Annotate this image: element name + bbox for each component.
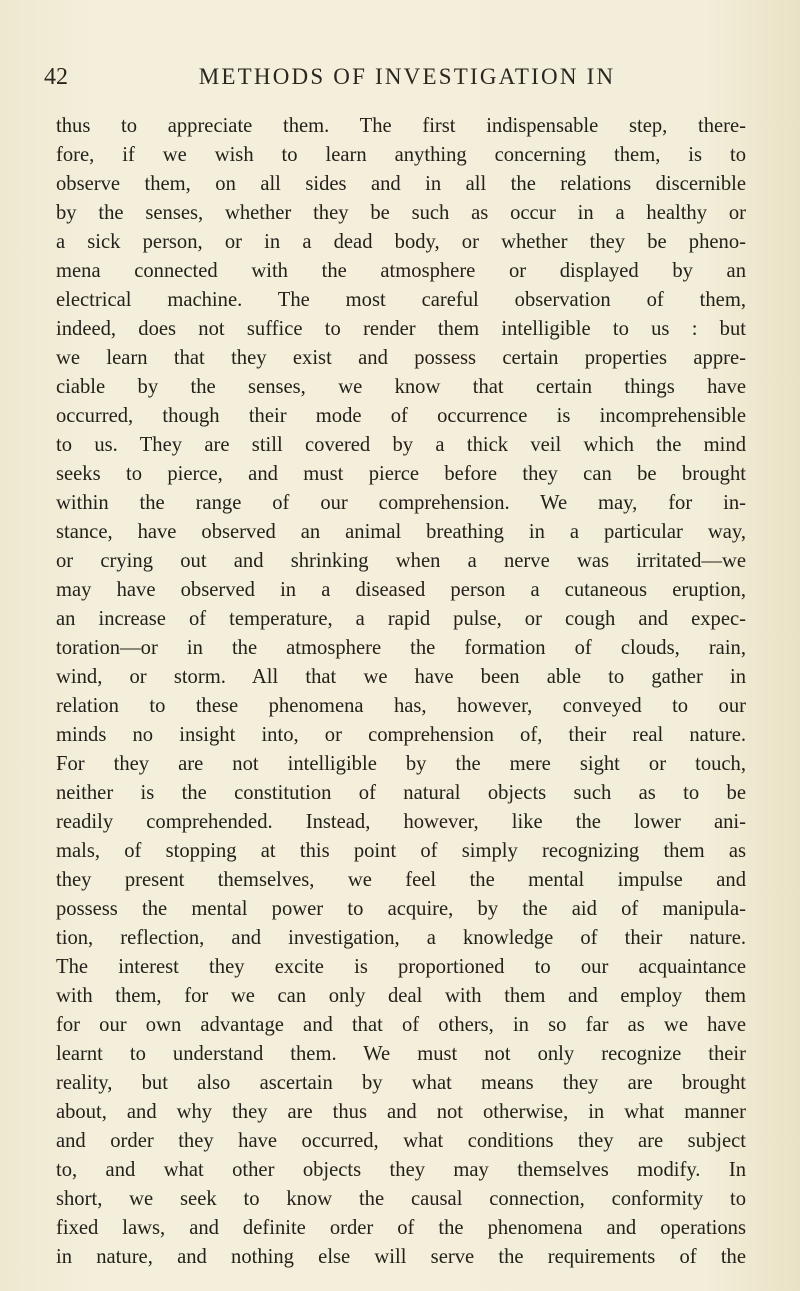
text-line: about, and why they are thus and not otherwise, in what manner (56, 1101, 746, 1123)
text-line: readily comprehended. Instead, however, like the lower ani- (56, 811, 746, 833)
text-line: occurred, though their mode of occurrence is incomprehensible (56, 405, 746, 427)
text-line: thus to appreciate them. The first indispensable step, there- (56, 115, 746, 137)
text-line: fore, if we wish to learn anything concerning them, is to (56, 144, 746, 166)
body-paragraph (56, 112, 746, 1272)
text-line: by the senses, whether they be such as occur in a healthy or (56, 202, 746, 224)
page-number: 42 (44, 64, 68, 90)
text-line: electrical machine. The most careful observation of them, (56, 289, 746, 311)
text-line: with them, for we can only deal with them and employ them (56, 985, 746, 1007)
text-line: tion, reflection, and investigation, a knowledge of their nature. (56, 927, 746, 949)
text-line: and order they have occurred, what conditions they are subject (56, 1130, 746, 1152)
text-line: wind, or storm. All that we have been able to gather in (56, 666, 746, 688)
text-line: to, and what other objects they may themselves modify. In (56, 1159, 746, 1181)
text-line: we learn that they exist and possess certain properties appre- (56, 347, 746, 369)
text-line: The interest they excite is proportioned to our acquaintance (56, 956, 746, 978)
text-line: observe them, on all sides and in all the relations discernible (56, 173, 746, 195)
text-line: minds no insight into, or comprehension of, their real nature. (56, 724, 746, 746)
text-line: relation to these phenomena has, however, conveyed to our (56, 695, 746, 717)
text-line: within the range of our comprehension. We may, for in- (56, 492, 746, 514)
text-line: an increase of temperature, a rapid pulse, or cough and expec- (56, 608, 746, 630)
text-line: ciable by the senses, we know that certain things have (56, 376, 746, 398)
text-line: indeed, does not suffice to render them intelligible to us : but (56, 318, 746, 340)
text-line: fixed laws, and definite order of the phenomena and operations (56, 1217, 746, 1239)
text-line: toration—or in the atmosphere the formation of clouds, rain, (56, 637, 746, 659)
text-line: for our own advantage and that of others, in so far as we have (56, 1014, 746, 1036)
text-line: they present themselves, we feel the mental impulse and (56, 869, 746, 891)
text-line: stance, have observed an animal breathing in a particular way, (56, 521, 746, 543)
text-line: a sick person, or in a dead body, or whether they be pheno- (56, 231, 746, 253)
text-line: neither is the constitution of natural objects such as to be (56, 782, 746, 804)
text-line: may have observed in a diseased person a cutaneous eruption, (56, 579, 746, 601)
text-line: mena connected with the atmosphere or displayed by an (56, 260, 746, 282)
text-line: For they are not intelligible by the mere sight or touch, (56, 753, 746, 775)
text-line: short, we seek to know the causal connection, conformity to (56, 1188, 746, 1210)
text-line: in nature, and nothing else will serve the requirements of the (56, 1246, 746, 1268)
running-title: METHODS OF INVESTIGATION IN (198, 64, 616, 89)
text-line: learnt to understand them. We must not only recognize their (56, 1043, 746, 1065)
text-line: to us. They are still covered by a thick veil which the mind (56, 434, 746, 456)
text-line: mals, of stopping at this point of simply recognizing them as (56, 840, 746, 862)
text-line: reality, but also ascertain by what means they are brought (56, 1072, 746, 1094)
text-line: possess the mental power to acquire, by the aid of manipula- (56, 898, 746, 920)
text-line: seeks to pierce, and must pierce before they can be brought (56, 463, 746, 485)
text-line: or crying out and shrinking when a nerve was irritated—we (56, 550, 746, 572)
page-header (44, 64, 734, 98)
